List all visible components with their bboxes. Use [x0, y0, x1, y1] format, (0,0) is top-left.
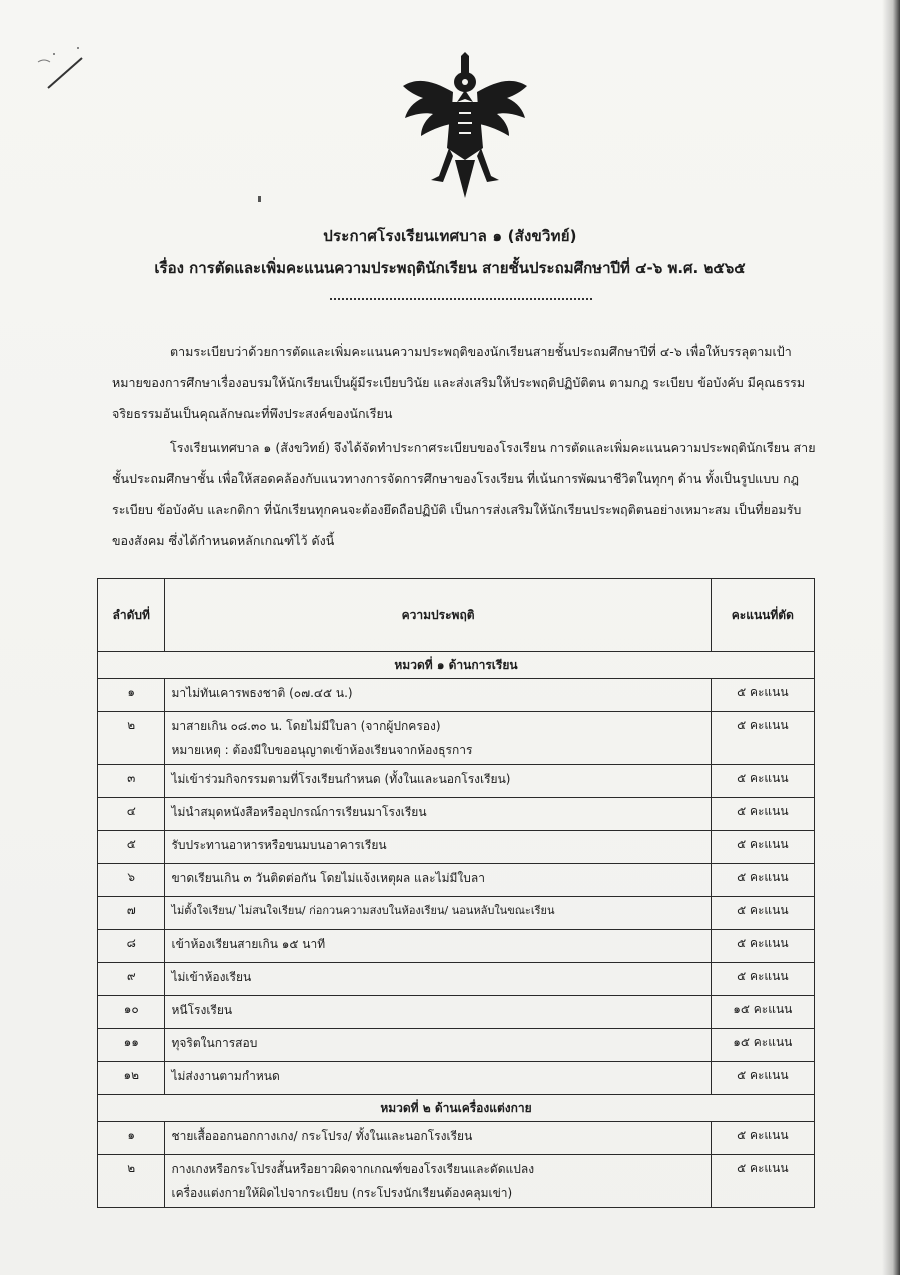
row-number: ๕ — [98, 831, 165, 864]
scan-speck — [258, 196, 261, 202]
row-number: ๘ — [98, 930, 165, 963]
row-description: ไม่เข้าห้องเรียน — [165, 963, 711, 996]
row-points: ๕ คะแนน — [711, 712, 814, 765]
paragraph-2-text: โรงเรียนเทศบาล ๑ (สังขวิทย์) จึงได้จัดทำประกาศระเบียบของโรงเรียน การตัดและเพิ่มคะแนนความประพฤตินักเรียน สายชั้นประถมศึกษาชั้น เพื่อให้สอดคล้องกับแนวทางการจัดการศึกษาของโรงเรียน ที่เน้นการพัฒนาชีวิตในทุกๆ ด้าน ทั้งเป็นรูปแบบ กฎระเบียบ ข้อบังคับ และกติกา ที่นักเรียนทุกคนจะต้องยึดถือปฏิบัติ เป็นการส่งเสริมให้นักเรียนประพฤติตนอย่างเหมาะสม เป็นที่ยอมรับของสังคม ซึ่งได้กำหนดหลักเกณฑ์ไว้ ดังนี้ — [112, 440, 816, 548]
row-points: ๕ คะแนน — [711, 1062, 814, 1095]
section-title: หมวดที่ ๑ ด้านการเรียน — [98, 652, 815, 679]
table-row — [98, 930, 815, 963]
section-row — [98, 1095, 815, 1122]
table-row — [98, 897, 815, 930]
pen-mark — [30, 40, 100, 90]
row-number: ๒ — [98, 1155, 165, 1208]
table-row — [98, 831, 815, 864]
garuda-emblem-icon — [395, 52, 535, 202]
body-paragraph-1 — [112, 336, 817, 429]
row-description — [165, 1155, 711, 1208]
row-points: ๕ คะแนน — [711, 930, 814, 963]
row-number: ๖ — [98, 864, 165, 897]
table-row — [98, 996, 815, 1029]
dotted-divider — [330, 298, 592, 300]
table-row — [98, 864, 815, 897]
row-description: ขาดเรียนเกิน ๓ วันติดต่อกัน โดยไม่แจ้งเหตุผล และไม่มีใบลา — [165, 864, 711, 897]
row-points: ๕ คะแนน — [711, 1155, 814, 1208]
row-number: ๗ — [98, 897, 165, 930]
row-points: ๕ คะแนน — [711, 679, 814, 712]
paragraph-1-text: ตามระเบียบว่าด้วยการตัดและเพิ่มคะแนนความประพฤติของนักเรียนสายชั้นประถมศึกษาปีที่ ๔-๖ เพื่อให้บรรลุตามเป้าหมายของการศึกษาเรื่องอบรมให้นักเรียนเป็นผู้มีระเบียบวินัย และส่งเสริมให้ประพฤติปฏิบัติตน ตามกฎ ระเบียบ ข้อบังคับ มีคุณธรรม จริยธรรมอันเป็นคุณลักษณะที่พึงประสงค์ของนักเรียน — [112, 344, 806, 421]
row-description: ไม่เข้าร่วมกิจกรรมตามที่โรงเรียนกำหนด (ทั้งในและนอกโรงเรียน) — [165, 765, 711, 798]
row-number: ๓ — [98, 765, 165, 798]
scan-edge-shadow — [882, 0, 900, 1275]
table-row — [98, 1122, 815, 1155]
table-row — [98, 1062, 815, 1095]
row-description: ไม่ส่งงานตามกำหนด — [165, 1062, 711, 1095]
row-number: ๑๑ — [98, 1029, 165, 1062]
announcement-subject: เรื่อง การตัดและเพิ่มคะแนนความประพฤตินักเรียน สายชั้นประถมศึกษาปีที่ ๔-๖ พ.ศ. ๒๕๖๕ — [154, 259, 746, 277]
row-number: ๑๒ — [98, 1062, 165, 1095]
row-number: ๑ — [98, 1122, 165, 1155]
header-points: คะแนนที่ตัด — [711, 579, 814, 652]
row-description-note: เครื่องแต่งกายให้ผิดไปจากระเบียบ (กระโปรงนักเรียนต้องคลุมเข่า) — [171, 1186, 513, 1200]
row-number: ๔ — [98, 798, 165, 831]
row-description-main: มาสายเกิน ๐๘.๓๐ น. โดยไม่มีใบลา (จากผู้ปกครอง) — [171, 719, 441, 733]
row-points: ๕ คะแนน — [711, 963, 814, 996]
row-number: ๑ — [98, 679, 165, 712]
section-title: หมวดที่ ๒ ด้านเครื่องแต่งกาย — [98, 1095, 815, 1122]
announcement-title: ประกาศโรงเรียนเทศบาล ๑ (สังขวิทย์) — [323, 227, 577, 245]
table-row — [98, 679, 815, 712]
header-order: ลำดับที่ — [98, 579, 165, 652]
body-paragraph-2 — [112, 432, 817, 556]
row-points: ๕ คะแนน — [711, 798, 814, 831]
table-row — [98, 963, 815, 996]
row-description: รับประทานอาหารหรือขนมบนอาคารเรียน — [165, 831, 711, 864]
row-description — [165, 712, 711, 765]
row-points: ๕ คะแนน — [711, 765, 814, 798]
row-description: ชายเสื้อออกนอกกางเกง/ กระโปรง/ ทั้งในและนอกโรงเรียน — [165, 1122, 711, 1155]
row-points: ๕ คะแนน — [711, 897, 814, 930]
row-description: เข้าห้องเรียนสายเกิน ๑๕ นาที — [165, 930, 711, 963]
row-number: ๑๐ — [98, 996, 165, 1029]
section-row — [98, 652, 815, 679]
row-number: ๒ — [98, 712, 165, 765]
row-description: หนีโรงเรียน — [165, 996, 711, 1029]
row-description-main: กางเกงหรือกระโปรงสั้นหรือยาวผิดจากเกณฑ์ของโรงเรียนและดัดแปลง — [171, 1162, 535, 1176]
row-points: ๕ คะแนน — [711, 1122, 814, 1155]
row-number: ๙ — [98, 963, 165, 996]
row-description: ทุจริตในการสอบ — [165, 1029, 711, 1062]
row-description-note: หมายเหตุ : ต้องมีใบขออนุญาตเข้าห้องเรียนจากห้องธุรการ — [171, 743, 473, 757]
row-points: ๑๕ คะแนน — [711, 1029, 814, 1062]
row-points: ๕ คะแนน — [711, 864, 814, 897]
row-points: ๑๕ คะแนน — [711, 996, 814, 1029]
header-behavior: ความประพฤติ — [165, 579, 711, 652]
row-description: มาไม่ทันเคารพธงชาติ (๐๗.๔๕ น.) — [165, 679, 711, 712]
table-row — [98, 1155, 815, 1208]
table-row — [98, 765, 815, 798]
table-row — [98, 1029, 815, 1062]
table-row — [98, 798, 815, 831]
table-row — [98, 712, 815, 765]
table-header-row — [98, 579, 815, 652]
row-points: ๕ คะแนน — [711, 831, 814, 864]
row-description: ไม่นำสมุดหนังสือหรืออุปกรณ์การเรียนมาโรงเรียน — [165, 798, 711, 831]
row-description: ไม่ตั้งใจเรียน/ ไม่สนใจเรียน/ ก่อกวนความสงบในห้องเรียน/ นอนหลับในขณะเรียน — [165, 897, 711, 930]
behavior-points-table — [97, 578, 815, 1208]
